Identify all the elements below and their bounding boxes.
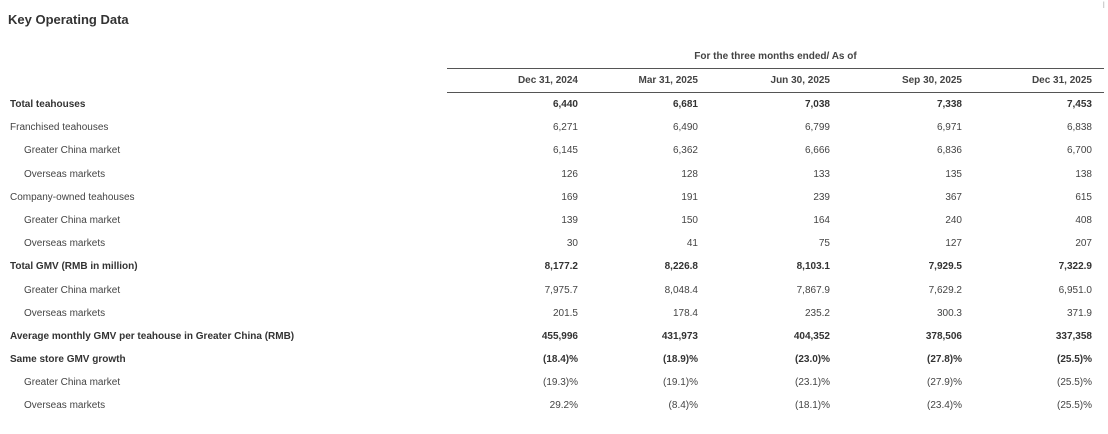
row-label: Company-owned teahouses (10, 191, 135, 203)
cell: (23.1)% (794, 377, 830, 389)
cell: 300.3 (936, 307, 962, 319)
cell: 133 (813, 168, 830, 180)
cell: 126 (561, 168, 578, 180)
cell: (19.1)% (662, 377, 698, 389)
cell: 6,145 (552, 145, 578, 157)
cell: 6,271 (552, 122, 578, 134)
cell: 6,836 (936, 145, 962, 157)
cell: 6,666 (804, 145, 830, 157)
cell: 239 (813, 191, 830, 203)
period-header: For the three months ended/ As of (694, 51, 857, 62)
cell: 7,867.9 (796, 284, 830, 296)
cell: 455,996 (541, 330, 578, 342)
cell: 6,440 (552, 99, 578, 110)
row-label: Overseas markets (24, 307, 106, 319)
table-row (0, 209, 1108, 232)
cell: 7,629.2 (928, 284, 962, 296)
cell: 615 (1075, 191, 1092, 203)
cell: (18.4)% (542, 354, 578, 366)
table-row (0, 232, 1108, 255)
column-header-dec-2024: Dec 31, 2024 (517, 75, 578, 86)
table-row (0, 139, 1108, 162)
cell: 127 (945, 238, 962, 250)
row-label: Average monthly GMV per teahouse in Greater China (RMB) (10, 330, 295, 342)
cell: 367 (945, 191, 962, 203)
cell: 7,975.7 (544, 284, 578, 296)
cell: (8.4)% (668, 400, 698, 412)
cell: 8,226.8 (664, 261, 698, 273)
cell: 207 (1075, 238, 1092, 250)
cell: 8,048.4 (664, 284, 698, 296)
table-row (0, 163, 1108, 186)
row-label: Overseas markets (24, 238, 106, 250)
cell: 6,799 (804, 122, 830, 134)
column-header-dec-2025: Dec 31, 2025 (1031, 75, 1092, 86)
row-label: Total GMV (RMB in million) (10, 261, 138, 273)
table-row (0, 93, 1108, 116)
cell: (27.8)% (926, 354, 962, 366)
cell: 8,177.2 (544, 261, 578, 273)
cell: 138 (1075, 168, 1092, 180)
cell: 337,358 (1055, 330, 1092, 342)
cell: 75 (818, 238, 830, 250)
cell: 29.2% (549, 400, 578, 412)
row-label: Franchised teahouses (10, 122, 109, 134)
table-row (0, 348, 1108, 371)
cell: 6,838 (1066, 122, 1092, 134)
table-row (0, 394, 1108, 417)
cell: (19.3)% (542, 377, 578, 389)
column-header-mar-2025: Mar 31, 2025 (638, 75, 698, 86)
cell: (25.5)% (1056, 354, 1092, 366)
cell: 431,973 (661, 330, 698, 342)
cell: 7,929.5 (928, 261, 962, 273)
cell: 6,681 (672, 99, 698, 110)
row-label: Greater China market (24, 377, 121, 389)
column-header-sep-2025: Sep 30, 2025 (901, 75, 962, 86)
row-label: Overseas markets (24, 168, 106, 180)
cell: 7,322.9 (1058, 261, 1092, 273)
table-row (0, 371, 1108, 394)
corner-mark: I (1102, 0, 1105, 10)
cell: (18.1)% (794, 400, 830, 412)
table-row (0, 325, 1108, 348)
table-row (0, 279, 1108, 302)
row-label: Greater China market (24, 214, 121, 226)
cell: 178.4 (672, 307, 698, 319)
cell: (18.9)% (662, 354, 698, 366)
cell: 7,338 (936, 99, 962, 110)
row-label: Total teahouses (10, 99, 86, 110)
cell: 169 (561, 191, 578, 203)
cell: 41 (686, 238, 698, 250)
table-row (0, 255, 1108, 278)
cell: 6,971 (936, 122, 962, 134)
table-row (0, 186, 1108, 209)
cell: 408 (1075, 214, 1092, 226)
cell: 6,951.0 (1058, 284, 1092, 296)
table-row (0, 116, 1108, 139)
cell: 164 (813, 214, 830, 226)
cell: 150 (681, 214, 698, 226)
cell: (25.5)% (1056, 400, 1092, 412)
cell: 378,506 (925, 330, 962, 342)
cell: 240 (945, 214, 962, 226)
cell: 6,700 (1066, 145, 1092, 157)
row-label: Same store GMV growth (10, 354, 126, 366)
cell: 7,453 (1066, 99, 1092, 110)
operating-data-table (0, 93, 1108, 418)
cell: 371.9 (1066, 307, 1092, 319)
column-header-jun-2025: Jun 30, 2025 (770, 75, 830, 86)
cell: 201.5 (552, 307, 578, 319)
cell: (25.5)% (1056, 377, 1092, 389)
cell: 404,352 (793, 330, 830, 342)
cell: 139 (561, 214, 578, 226)
page-title: Key Operating Data (8, 12, 129, 27)
cell: 7,038 (804, 99, 830, 110)
row-label: Overseas markets (24, 400, 106, 412)
cell: 191 (681, 191, 698, 203)
cell: 30 (566, 238, 578, 250)
row-label: Greater China market (24, 145, 121, 157)
table-row (0, 302, 1108, 325)
cell: 6,490 (672, 122, 698, 134)
cell: 128 (681, 168, 698, 180)
row-label: Greater China market (24, 284, 121, 296)
cell: 235.2 (804, 307, 830, 319)
header-top-rule (447, 68, 1104, 69)
cell: 8,103.1 (796, 261, 830, 273)
cell: (23.0)% (794, 354, 830, 366)
cell: (27.9)% (926, 377, 962, 389)
cell: 135 (945, 168, 962, 180)
cell: 6,362 (672, 145, 698, 157)
cell: (23.4)% (926, 400, 962, 412)
